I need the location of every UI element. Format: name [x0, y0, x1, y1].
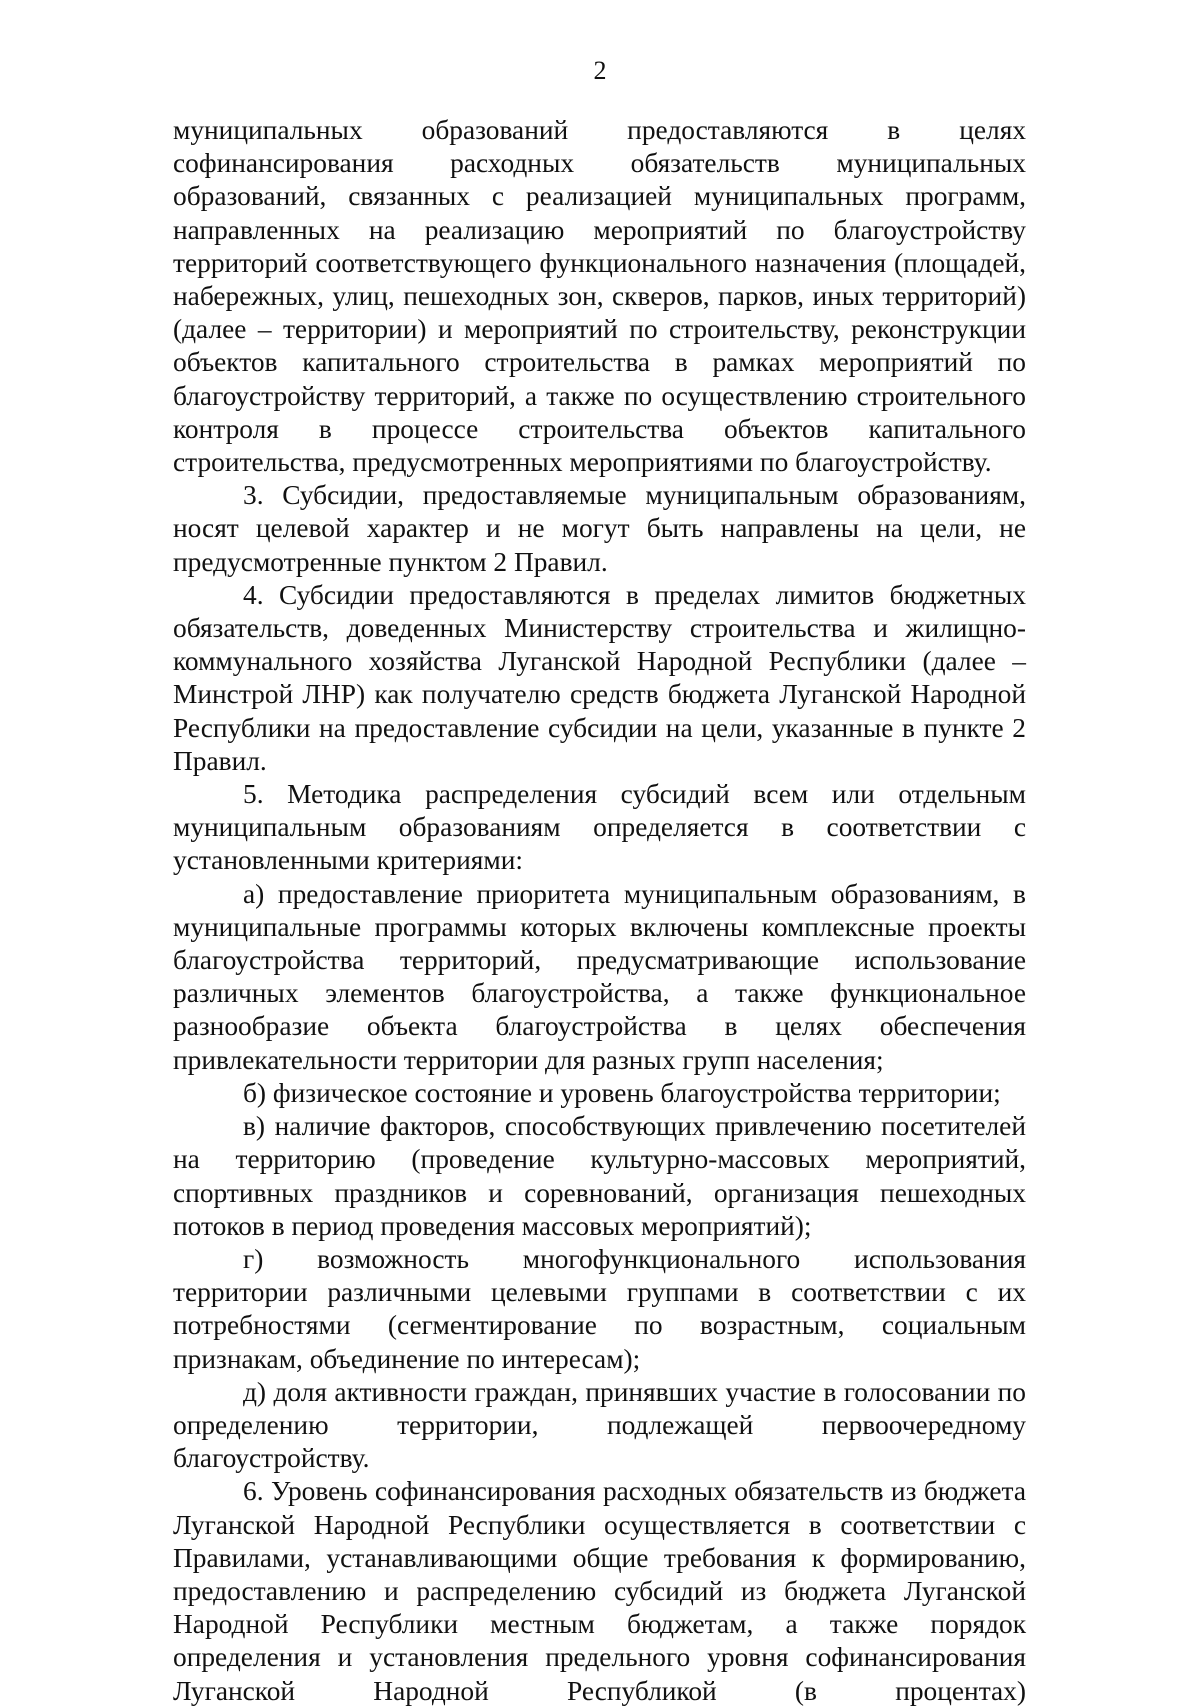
page-number: 2: [593, 56, 607, 85]
paragraph-item-5g: г) возможность многофункционального использования территории различными целевыми группами в соответствии с их потребностями (сегментирование по возрастным, социальным признакам, объединение по интересам);: [173, 1243, 1026, 1374]
paragraph-continuation: муниципальных образований предоставляются в целях софинансирования расходных обязательств муниципальных образований, связанных с реализацией муниципальных программ, направленных на реализацию мероприятий по благоустройству территорий соответствующего функционального назначения (площадей, набережных, улиц, пешеходных зон, скверов, парков, иных территорий) (далее – территории) и мероприятий по строительству, реконструкции объектов капитального строительства в рамках мероприятий по благоустройству территорий, а также по осуществлению строительного контроля в процессе строительства объектов капитального строительства, предусмотренных мероприятиями по благоустройству.: [173, 115, 1026, 478]
paragraph-item-5v: в) наличие факторов, способствующих привлечению посетителей на территорию (проведение культурно-массовых мероприятий, спортивных праздников и соревнований, организация пешеходных потоков в период проведения массовых мероприятий);: [173, 1111, 1026, 1241]
paragraph-item-4: 4. Субсидии предоставляются в пределах лимитов бюджетных обязательств, доведенных Министерству строительства и жилищно-коммунального хозяйства Луганской Народной Республики (далее – Минстрой ЛНР) как получателю средств бюджета Луганской Народной Республики на предоставление субсидии на цели, указанные в пункте 2 Правил.: [173, 579, 1026, 776]
paragraph-item-5b: б) физическое состояние и уровень благоустройства территории;: [243, 1077, 1001, 1108]
paragraph-item-5a: а) предоставление приоритета муниципальным образованиям, в муниципальные программы которых включены комплексные проекты благоустройства территорий, предусматривающие использование различных элементов благоустройства, а также функциональное разнообразие объекта благоустройства в целях обеспечения привлекательности территории для разных групп населения;: [173, 878, 1026, 1075]
document-body: [173, 114, 1026, 1708]
paragraph-item-6: 6. Уровень софинансирования расходных обязательств из бюджета Луганской Народной Республики осуществляется в соответствии с Правилами, устанавливающими общие требования к формированию, предоставлению и распределению субсидий из бюджета Луганской Народной Республики местным бюджетам, а также порядок определения и установления предельного уровня софинансирования Луганской Народной Республикой (в процентах): [173, 1476, 1026, 1706]
paragraph-item-5d: д) доля активности граждан, принявших участие в голосовании по определению территории, подлежащей первоочередному благоустройству.: [173, 1376, 1026, 1474]
paragraph-item-3: 3. Субсидии, предоставляемые муниципальным образованиям, носят целевой характер и не могут быть направлены на цели, не предусмотренные пунктом 2 Правил.: [173, 480, 1026, 577]
paragraph-item-5: 5. Методика распределения субсидий всем или отдельным муниципальным образованиям определяется в соответствии с установленными критериями:: [173, 779, 1026, 876]
